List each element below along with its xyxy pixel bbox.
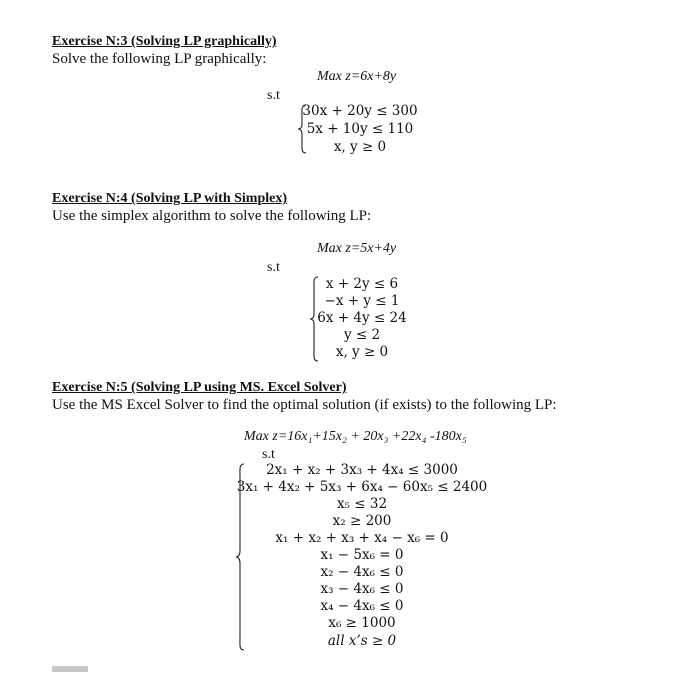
exercise-5-title: Exercise N:5 (Solving LP using MS. Excel Solver) bbox=[52, 380, 347, 395]
exercise-3-title: Exercise N:3 (Solving LP graphically) bbox=[52, 34, 277, 49]
exercise-5-st: s.t bbox=[262, 447, 275, 462]
exercise-5-constraint: x₅ ≤ 32 bbox=[336, 496, 388, 512]
exercise-4-st: s.t bbox=[267, 260, 280, 275]
exercise-5-objective: Max z=16x₁+15x₂ + 20x₃ +22x₄ -180x₅ bbox=[244, 429, 467, 444]
exercise-4-constraint: x, y ≥ 0 bbox=[335, 344, 389, 360]
exercise-4-title: Exercise N:4 (Solving LP with Simplex) bbox=[52, 191, 288, 206]
exercise-3-constraint: x, y ≥ 0 bbox=[333, 139, 387, 155]
exercise-4-constraint: y ≤ 2 bbox=[343, 327, 381, 343]
exercise-5-constraint: x₂ − 4x₆ ≤ 0 bbox=[320, 564, 404, 580]
exercise-3-st: s.t bbox=[267, 88, 280, 103]
exercise-3-constraint: 30x + 20y ≤ 300 bbox=[302, 103, 418, 119]
exercise-5-constraint: x₄ − 4x₆ ≤ 0 bbox=[320, 598, 404, 614]
exercise-4-objective: Max z=5x+4y bbox=[317, 241, 397, 256]
exercise-5-constraint: x₁ − 5x₆ = 0 bbox=[320, 547, 404, 563]
exercise-4-constraint: x + 2y ≤ 6 bbox=[325, 276, 399, 292]
exercise-5-constraint: all x’s ≥ 0 bbox=[327, 633, 397, 649]
exercise-3-constraint: 5x + 10y ≤ 110 bbox=[306, 121, 414, 137]
exercise-4-constraint: −x + y ≤ 1 bbox=[324, 293, 400, 309]
exercise-5-instruction: Use the MS Excel Solver to find the optimal solution (if exists) to the following LP: bbox=[52, 397, 557, 413]
exercise-5-constraint: x₆ ≥ 1000 bbox=[328, 615, 396, 631]
exercise-5-constraint: 3x₁ + 4x₂ + 5x₃ + 6x₄ − 60x₅ ≤ 2400 bbox=[236, 479, 488, 495]
page-edge-mark bbox=[52, 666, 88, 672]
exercise-4-constraint: 6x + 4y ≤ 24 bbox=[317, 310, 407, 326]
exercise-3-objective: Max z=6x+8y bbox=[317, 69, 397, 84]
exercise-5-constraint: x₃ − 4x₆ ≤ 0 bbox=[320, 581, 404, 597]
exercise-5-constraint: x₁ + x₂ + x₃ + x₄ − x₆ = 0 bbox=[275, 530, 449, 546]
exercise-3-instruction: Solve the following LP graphically: bbox=[52, 51, 267, 67]
exercise-4-instruction: Use the simplex algorithm to solve the following LP: bbox=[52, 208, 372, 224]
exercise-5-constraint: 2x₁ + x₂ + 3x₃ + 4x₄ ≤ 3000 bbox=[266, 462, 458, 478]
exercise-5-constraint: x₂ ≥ 200 bbox=[332, 513, 392, 529]
